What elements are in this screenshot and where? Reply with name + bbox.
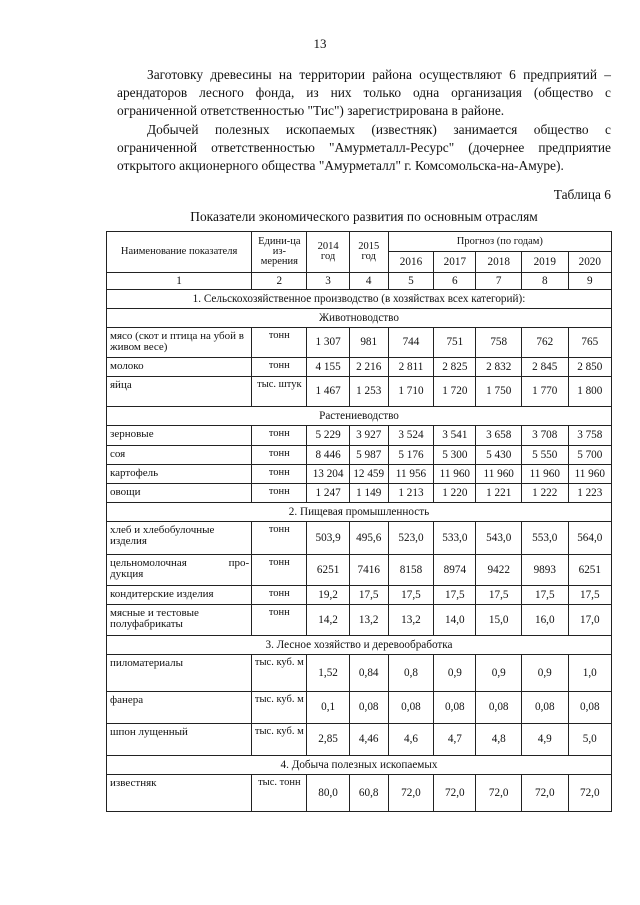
cell-value: 17,5 xyxy=(568,586,611,605)
cell-value: 0,1 xyxy=(307,692,349,724)
row-unit: тонн xyxy=(252,484,307,503)
cell-value: 9893 xyxy=(521,555,568,586)
cell-value: 72,0 xyxy=(476,775,522,812)
cell-value: 5 430 xyxy=(476,446,522,465)
table-row xyxy=(107,586,612,605)
cell-value: 72,0 xyxy=(434,775,476,812)
col-number: 3 xyxy=(307,273,349,290)
table-row xyxy=(107,555,612,586)
cell-value: 1 253 xyxy=(349,377,388,407)
table-number: Таблица 6 xyxy=(553,187,611,202)
table-row xyxy=(107,605,612,636)
col-number: 8 xyxy=(521,273,568,290)
cell-value: 5 176 xyxy=(388,446,434,465)
row-unit: тыс. куб. м xyxy=(252,692,307,724)
row-unit: тонн xyxy=(252,555,307,586)
cell-value: 0,9 xyxy=(521,655,568,692)
cell-value: 13 204 xyxy=(307,465,349,484)
row-name: картофель xyxy=(107,465,252,484)
cell-value: 17,0 xyxy=(568,605,611,636)
cell-value: 13,2 xyxy=(349,605,388,636)
cell-value: 1 467 xyxy=(307,377,349,407)
header-year: 2017 xyxy=(434,252,476,273)
row-name: цельномолочная про- дукция xyxy=(107,555,252,586)
cell-value: 1 223 xyxy=(568,484,611,503)
cell-value: 8158 xyxy=(388,555,434,586)
header-year: 2018 xyxy=(476,252,522,273)
cell-value: 4,8 xyxy=(476,724,522,756)
cell-value: 744 xyxy=(388,328,434,358)
cell-value: 8 446 xyxy=(307,446,349,465)
cell-value: 17,5 xyxy=(476,586,522,605)
cell-value: 60,8 xyxy=(349,775,388,812)
indicators-table xyxy=(106,231,612,812)
cell-value: 17,5 xyxy=(349,586,388,605)
cell-value: 1,0 xyxy=(568,655,611,692)
cell-value: 0,08 xyxy=(349,692,388,724)
cell-value: 6251 xyxy=(307,555,349,586)
cell-value: 1 710 xyxy=(388,377,434,407)
row-unit: тонн xyxy=(252,358,307,377)
table-row xyxy=(107,426,612,446)
cell-value: 564,0 xyxy=(568,522,611,555)
cell-value: 0,8 xyxy=(388,655,434,692)
header-year: 2016 xyxy=(388,252,434,273)
cell-value: 0,08 xyxy=(521,692,568,724)
cell-value: 1 149 xyxy=(349,484,388,503)
cell-value: 5 987 xyxy=(349,446,388,465)
cell-value: 523,0 xyxy=(388,522,434,555)
cell-value: 5 700 xyxy=(568,446,611,465)
row-name: известняк xyxy=(107,775,252,812)
cell-value: 17,5 xyxy=(388,586,434,605)
cell-value: 5,0 xyxy=(568,724,611,756)
cell-value: 11 960 xyxy=(476,465,522,484)
header-year: 2019 xyxy=(521,252,568,273)
cell-value: 4,6 xyxy=(388,724,434,756)
subsection-heading: Растениеводство xyxy=(107,407,612,426)
cell-value: 543,0 xyxy=(476,522,522,555)
cell-value: 553,0 xyxy=(521,522,568,555)
table-row xyxy=(107,724,612,756)
paragraph-2: Добычей полезных ископаемых (известняк) занимается общество с ограниченной ответственностью "Амурметалл-Ресурс" (дочернее предприятие открытого акционерного общества "Амурметалл" г. Комсомольска-на-Амуре). xyxy=(117,122,611,173)
cell-value: 1 770 xyxy=(521,377,568,407)
row-name: пиломатериалы xyxy=(107,655,252,692)
cell-value: 72,0 xyxy=(521,775,568,812)
cell-value: 14,2 xyxy=(307,605,349,636)
row-name: мясо (скот и птица на убой в живом весе) xyxy=(107,328,252,358)
table-row xyxy=(107,358,612,377)
cell-value: 13,2 xyxy=(388,605,434,636)
cell-value: 11 960 xyxy=(521,465,568,484)
cell-value: 981 xyxy=(349,328,388,358)
cell-value: 8974 xyxy=(434,555,476,586)
cell-value: 4,9 xyxy=(521,724,568,756)
cell-value: 16,0 xyxy=(521,605,568,636)
cell-value: 2 850 xyxy=(568,358,611,377)
col-number: 5 xyxy=(388,273,434,290)
cell-value: 19,2 xyxy=(307,586,349,605)
cell-value: 3 927 xyxy=(349,426,388,446)
row-name: соя xyxy=(107,446,252,465)
table-row xyxy=(107,484,612,503)
cell-value: 6251 xyxy=(568,555,611,586)
table-row xyxy=(107,692,612,724)
table-row xyxy=(107,377,612,407)
cell-value: 5 550 xyxy=(521,446,568,465)
header-forecast: Прогноз (по годам) xyxy=(388,232,611,252)
cell-value: 1 221 xyxy=(476,484,522,503)
cell-value: 1 222 xyxy=(521,484,568,503)
column-number-row xyxy=(107,273,612,290)
cell-value: 1 213 xyxy=(388,484,434,503)
row-unit: тонн xyxy=(252,522,307,555)
cell-value: 72,0 xyxy=(568,775,611,812)
cell-value: 2,85 xyxy=(307,724,349,756)
cell-value: 2 845 xyxy=(521,358,568,377)
row-unit: тыс. штук xyxy=(252,377,307,407)
row-unit: тыс. тонн xyxy=(252,775,307,812)
table-row xyxy=(107,446,612,465)
row-unit: тонн xyxy=(252,586,307,605)
col-number: 1 xyxy=(107,273,252,290)
cell-value: 0,08 xyxy=(476,692,522,724)
cell-value: 0,84 xyxy=(349,655,388,692)
cell-value: 3 708 xyxy=(521,426,568,446)
row-name: фанера xyxy=(107,692,252,724)
cell-value: 2 832 xyxy=(476,358,522,377)
cell-value: 758 xyxy=(476,328,522,358)
col-number: 6 xyxy=(434,273,476,290)
cell-value: 7416 xyxy=(349,555,388,586)
cell-value: 4,46 xyxy=(349,724,388,756)
cell-value: 1 720 xyxy=(434,377,476,407)
cell-value: 17,5 xyxy=(521,586,568,605)
cell-value: 11 956 xyxy=(388,465,434,484)
cell-value: 9422 xyxy=(476,555,522,586)
cell-value: 1 220 xyxy=(434,484,476,503)
col-number: 9 xyxy=(568,273,611,290)
cell-value: 2 811 xyxy=(388,358,434,377)
cell-value: 765 xyxy=(568,328,611,358)
row-unit: тыс. куб. м xyxy=(252,724,307,756)
cell-value: 0,08 xyxy=(434,692,476,724)
header-name: Наименование показателя xyxy=(107,232,252,273)
table-row xyxy=(107,465,612,484)
header-year: 2020 xyxy=(568,252,611,273)
cell-value: 12 459 xyxy=(349,465,388,484)
table-row xyxy=(107,522,612,555)
cell-value: 3 541 xyxy=(434,426,476,446)
row-name: кондитерские изделия xyxy=(107,586,252,605)
cell-value: 1 307 xyxy=(307,328,349,358)
cell-value: 1 247 xyxy=(307,484,349,503)
cell-value: 0,08 xyxy=(568,692,611,724)
table-row xyxy=(107,655,612,692)
cell-value: 751 xyxy=(434,328,476,358)
col-number: 2 xyxy=(252,273,307,290)
cell-value: 15,0 xyxy=(476,605,522,636)
row-unit: тонн xyxy=(252,605,307,636)
header-row xyxy=(107,232,612,252)
cell-value: 1 800 xyxy=(568,377,611,407)
cell-value: 533,0 xyxy=(434,522,476,555)
subsection-heading: Животноводство xyxy=(107,309,612,328)
row-name: овощи xyxy=(107,484,252,503)
row-name: мясные и тестовые полуфабрикаты xyxy=(107,605,252,636)
table-row xyxy=(107,775,612,812)
section-heading: 1. Сельскохозяйственное производство (в хозяйствах всех категорий): xyxy=(107,290,612,309)
row-name: молоко xyxy=(107,358,252,377)
cell-value: 2 825 xyxy=(434,358,476,377)
paragraph-1: Заготовку древесины на территории района осуществляют 6 предприятий – арендаторов лесного фонда, из них только одна организация (общество с ограниченной ответственностью "Тис") зарегистрирована в районе. xyxy=(117,67,611,118)
cell-value: 1 750 xyxy=(476,377,522,407)
table-row xyxy=(107,328,612,358)
cell-value: 4 155 xyxy=(307,358,349,377)
col-number: 4 xyxy=(349,273,388,290)
col-number: 7 xyxy=(476,273,522,290)
header-unit: Едини-ца из-мерения xyxy=(252,232,307,273)
cell-value: 80,0 xyxy=(307,775,349,812)
table-title: Показатели экономического развития по основным отраслям xyxy=(190,209,538,224)
cell-value: 5 300 xyxy=(434,446,476,465)
row-name: хлеб и хлебобулочные изделия xyxy=(107,522,252,555)
cell-value: 17,5 xyxy=(434,586,476,605)
section-heading: 2. Пищевая промышленность xyxy=(107,503,612,522)
row-name: зерновые xyxy=(107,426,252,446)
row-unit: тонн xyxy=(252,426,307,446)
cell-value: 14,0 xyxy=(434,605,476,636)
cell-value: 3 758 xyxy=(568,426,611,446)
cell-value: 3 524 xyxy=(388,426,434,446)
section-heading: 4. Добыча полезных ископаемых xyxy=(107,756,612,775)
cell-value: 11 960 xyxy=(434,465,476,484)
page-number: 13 xyxy=(313,36,327,51)
cell-value: 11 960 xyxy=(568,465,611,484)
row-name: яйца xyxy=(107,377,252,407)
cell-value: 72,0 xyxy=(388,775,434,812)
cell-value: 4,7 xyxy=(434,724,476,756)
row-unit: тонн xyxy=(252,465,307,484)
cell-value: 3 658 xyxy=(476,426,522,446)
cell-value: 495,6 xyxy=(349,522,388,555)
row-unit: тыс. куб. м xyxy=(252,655,307,692)
cell-value: 5 229 xyxy=(307,426,349,446)
cell-value: 762 xyxy=(521,328,568,358)
cell-value: 503,9 xyxy=(307,522,349,555)
cell-value: 0,9 xyxy=(434,655,476,692)
header-2015: 2015 год xyxy=(349,232,388,273)
row-name: шпон лущенный xyxy=(107,724,252,756)
header-2014: 2014 год xyxy=(307,232,349,273)
cell-value: 2 216 xyxy=(349,358,388,377)
cell-value: 1,52 xyxy=(307,655,349,692)
cell-value: 0,9 xyxy=(476,655,522,692)
row-unit: тонн xyxy=(252,328,307,358)
cell-value: 0,08 xyxy=(388,692,434,724)
section-heading: 3. Лесное хозяйство и деревообработка xyxy=(107,636,612,655)
row-unit: тонн xyxy=(252,446,307,465)
